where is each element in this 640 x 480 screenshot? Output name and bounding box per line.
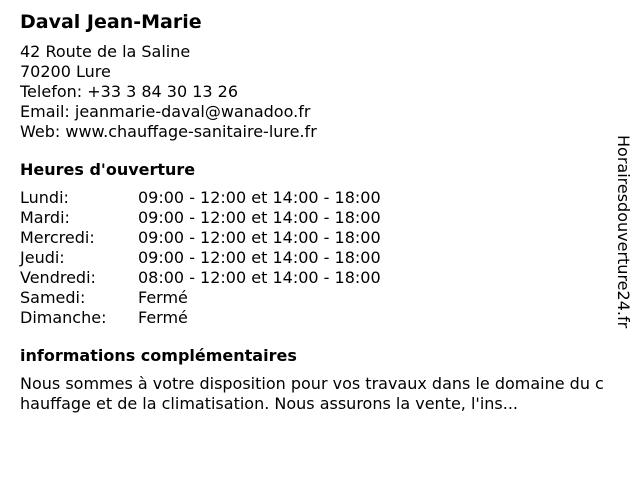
business-name: Daval Jean-Marie [20,11,202,33]
hours-time-value: Fermé [138,288,188,307]
hours-day-label: Dimanche: [20,308,107,327]
street-address: 42 Route de la Saline [20,42,191,61]
hours-row-friday [20,268,610,288]
hours-row-saturday [20,288,610,308]
info-description: Nous sommes à votre disposition pour vos travaux dans le domaine du chauffage et de la climatisation. Nous assurons la vente, l'ins... [20,374,604,413]
hours-row-monday [20,188,610,208]
hours-table [20,188,610,328]
hours-time-value: 08:00 - 12:00 et 14:00 - 18:00 [138,268,381,287]
hours-row-thursday [20,248,610,268]
website-line: Web: www.chauffage-sanitaire-lure.fr [20,122,317,141]
hours-row-wednesday [20,228,610,248]
hours-day-label: Vendredi: [20,268,96,287]
hours-day-label: Jeudi: [20,248,65,267]
hours-time-value: 09:00 - 12:00 et 14:00 - 18:00 [138,228,381,247]
hours-heading: Heures d'ouverture [20,160,196,179]
site-watermark: Horairesdouverture24.fr [614,135,633,329]
hours-day-label: Lundi: [20,188,69,207]
hours-row-tuesday [20,208,610,228]
hours-time-value: 09:00 - 12:00 et 14:00 - 18:00 [138,188,381,207]
hours-day-label: Mardi: [20,208,70,227]
business-card [20,10,610,414]
hours-time-value: 09:00 - 12:00 et 14:00 - 18:00 [138,248,381,267]
phone-line: Telefon: +33 3 84 30 13 26 [20,82,239,101]
email-line: Email: jeanmarie-daval@wanadoo.fr [20,102,311,121]
hours-time-value: Fermé [138,308,188,327]
contact-block [20,42,610,142]
hours-row-sunday [20,308,610,328]
hours-day-label: Mercredi: [20,228,95,247]
hours-time-value: 09:00 - 12:00 et 14:00 - 18:00 [138,208,381,227]
info-heading: informations complémentaires [20,346,297,365]
hours-day-label: Samedi: [20,288,86,307]
city-postal: 70200 Lure [20,62,111,81]
